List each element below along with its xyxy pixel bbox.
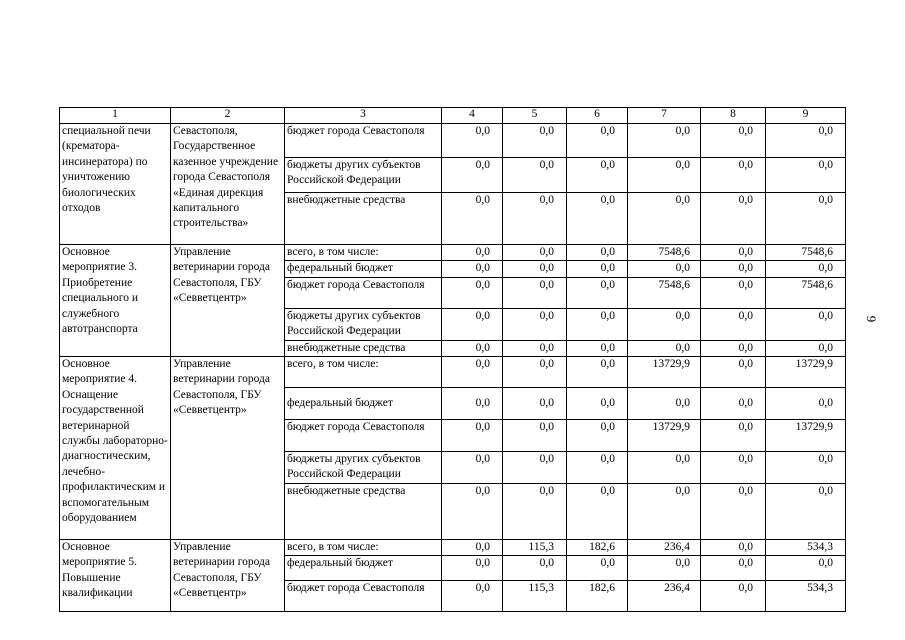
value-cell: 0,0 xyxy=(766,556,846,581)
value-cell: 0,0 xyxy=(567,388,628,420)
event-name-cell: Основное мероприятие 4. Оснащение государственной ветеринарной службы лабораторно-диагностическим, лечебно-профилактическим и вспомогательным оборудованием xyxy=(60,357,171,540)
value-cell: 0,0 xyxy=(628,388,701,420)
value-cell: 0,0 xyxy=(701,193,766,245)
value-cell: 0,0 xyxy=(701,452,766,484)
value-cell: 534,3 xyxy=(766,539,846,555)
col-header: 6 xyxy=(567,108,628,124)
value-cell: 13729,9 xyxy=(628,357,701,388)
source-cell: всего, в том числе: xyxy=(285,245,442,261)
value-cell: 182,6 xyxy=(567,539,628,555)
value-cell: 0,0 xyxy=(442,124,503,158)
value-cell: 0,0 xyxy=(628,452,701,484)
value-cell: 0,0 xyxy=(766,388,846,420)
executor-cell: Управление ветеринарии города Севастополя, ГБУ «Севветцентр» xyxy=(171,539,285,611)
value-cell: 534,3 xyxy=(766,581,846,612)
value-cell: 0,0 xyxy=(503,124,567,158)
value-cell: 0,0 xyxy=(503,357,567,388)
value-cell: 0,0 xyxy=(442,452,503,484)
value-cell: 0,0 xyxy=(628,340,701,356)
value-cell: 13729,9 xyxy=(628,420,701,452)
value-cell: 0,0 xyxy=(442,539,503,555)
value-cell: 0,0 xyxy=(766,452,846,484)
value-cell: 0,0 xyxy=(442,556,503,581)
value-cell: 0,0 xyxy=(503,340,567,356)
col-header: 4 xyxy=(442,108,503,124)
value-cell: 0,0 xyxy=(701,539,766,555)
value-cell: 0,0 xyxy=(628,124,701,158)
value-cell: 0,0 xyxy=(567,277,628,308)
source-cell: федеральный бюджет xyxy=(285,388,442,420)
value-cell: 0,0 xyxy=(442,581,503,612)
source-cell: бюджеты других субъектов Российской Федерации xyxy=(285,452,442,484)
value-cell: 0,0 xyxy=(701,158,766,193)
value-cell: 0,0 xyxy=(503,452,567,484)
table-row xyxy=(60,245,846,261)
executor-cell: Управление ветеринарии города Севастополя, ГБУ «Севветцентр» xyxy=(171,357,285,540)
value-cell: 7548,6 xyxy=(628,245,701,261)
table-row xyxy=(60,357,846,388)
value-cell: 0,0 xyxy=(701,420,766,452)
col-header: 1 xyxy=(60,108,171,124)
source-cell: всего, в том числе: xyxy=(285,357,442,388)
value-cell: 0,0 xyxy=(567,193,628,245)
value-cell: 236,4 xyxy=(628,581,701,612)
value-cell: 0,0 xyxy=(442,158,503,193)
value-cell: 0,0 xyxy=(503,193,567,245)
value-cell: 0,0 xyxy=(567,308,628,340)
event-name-cell: специальной печи (крематора-инсинератора) по уничтожению биологических отходов xyxy=(60,124,171,245)
value-cell: 115,3 xyxy=(503,539,567,555)
col-header: 7 xyxy=(628,108,701,124)
value-cell: 0,0 xyxy=(766,308,846,340)
source-cell: бюджет города Севастополя xyxy=(285,420,442,452)
value-cell: 0,0 xyxy=(628,308,701,340)
value-cell: 0,0 xyxy=(503,388,567,420)
value-cell: 0,0 xyxy=(701,261,766,277)
value-cell: 0,0 xyxy=(442,308,503,340)
col-header: 8 xyxy=(701,108,766,124)
value-cell: 0,0 xyxy=(766,261,846,277)
value-cell: 0,0 xyxy=(442,340,503,356)
value-cell: 0,0 xyxy=(567,340,628,356)
col-header: 2 xyxy=(171,108,285,124)
value-cell: 0,0 xyxy=(503,245,567,261)
value-cell: 0,0 xyxy=(701,340,766,356)
value-cell: 0,0 xyxy=(567,261,628,277)
source-cell: федеральный бюджет xyxy=(285,556,442,581)
page-number: 9 xyxy=(864,315,879,323)
executor-cell: Управление ветеринарии города Севастополя, ГБУ «Севветцентр» xyxy=(171,245,285,357)
col-header: 9 xyxy=(766,108,846,124)
value-cell: 0,0 xyxy=(701,245,766,261)
value-cell: 0,0 xyxy=(766,158,846,193)
col-header: 5 xyxy=(503,108,567,124)
value-cell: 0,0 xyxy=(442,483,503,539)
source-cell: бюджет города Севастополя xyxy=(285,277,442,308)
value-cell: 0,0 xyxy=(503,483,567,539)
col-header: 3 xyxy=(285,108,442,124)
value-cell: 0,0 xyxy=(628,483,701,539)
value-cell: 0,0 xyxy=(766,483,846,539)
value-cell: 0,0 xyxy=(442,420,503,452)
value-cell: 0,0 xyxy=(442,357,503,388)
value-cell: 0,0 xyxy=(442,277,503,308)
value-cell: 0,0 xyxy=(701,277,766,308)
event-name-cell: Основное мероприятие 5. Повышение квалификации xyxy=(60,539,171,611)
value-cell: 0,0 xyxy=(567,245,628,261)
budget-table xyxy=(59,107,846,612)
value-cell: 0,0 xyxy=(503,556,567,581)
table-row xyxy=(60,539,846,555)
source-cell: внебюджетные средства xyxy=(285,193,442,245)
value-cell: 0,0 xyxy=(628,556,701,581)
value-cell: 0,0 xyxy=(503,261,567,277)
value-cell: 115,3 xyxy=(503,581,567,612)
source-cell: бюджеты других субъектов Российской Федерации xyxy=(285,158,442,193)
value-cell: 0,0 xyxy=(701,483,766,539)
value-cell: 7548,6 xyxy=(766,245,846,261)
source-cell: внебюджетные средства xyxy=(285,483,442,539)
event-name-cell: Основное мероприятие 3. Приобретение специального и служебного автотранспорта xyxy=(60,245,171,357)
value-cell: 13729,9 xyxy=(766,357,846,388)
value-cell: 0,0 xyxy=(766,124,846,158)
source-cell: внебюджетные средства xyxy=(285,340,442,356)
source-cell: бюджет города Севастополя xyxy=(285,581,442,612)
value-cell: 7548,6 xyxy=(628,277,701,308)
source-cell: федеральный бюджет xyxy=(285,261,442,277)
value-cell: 0,0 xyxy=(567,483,628,539)
header-row xyxy=(60,108,846,124)
value-cell: 0,0 xyxy=(567,420,628,452)
source-cell: бюджеты других субъектов Российской Федерации xyxy=(285,308,442,340)
value-cell: 0,0 xyxy=(567,452,628,484)
value-cell: 0,0 xyxy=(701,308,766,340)
value-cell: 0,0 xyxy=(701,357,766,388)
value-cell: 0,0 xyxy=(567,158,628,193)
value-cell: 0,0 xyxy=(628,261,701,277)
value-cell: 0,0 xyxy=(628,193,701,245)
value-cell: 0,0 xyxy=(766,340,846,356)
value-cell: 0,0 xyxy=(442,245,503,261)
value-cell: 0,0 xyxy=(701,124,766,158)
value-cell: 0,0 xyxy=(567,556,628,581)
value-cell: 0,0 xyxy=(701,556,766,581)
source-cell: всего, в том числе: xyxy=(285,539,442,555)
value-cell: 0,0 xyxy=(442,193,503,245)
value-cell: 0,0 xyxy=(567,124,628,158)
value-cell: 0,0 xyxy=(503,308,567,340)
value-cell: 0,0 xyxy=(628,158,701,193)
value-cell: 182,6 xyxy=(567,581,628,612)
value-cell: 236,4 xyxy=(628,539,701,555)
table-row xyxy=(60,124,846,158)
value-cell: 0,0 xyxy=(701,581,766,612)
value-cell: 0,0 xyxy=(442,388,503,420)
executor-cell: Севастополя, Государственное казенное учреждение города Севастополя «Единая дирекция капитального строительства» xyxy=(171,124,285,245)
value-cell: 0,0 xyxy=(442,261,503,277)
value-cell: 0,0 xyxy=(701,388,766,420)
value-cell: 7548,6 xyxy=(766,277,846,308)
source-cell: бюджет города Севастополя xyxy=(285,124,442,158)
value-cell: 0,0 xyxy=(503,420,567,452)
value-cell: 0,0 xyxy=(766,193,846,245)
value-cell: 13729,9 xyxy=(766,420,846,452)
value-cell: 0,0 xyxy=(503,158,567,193)
value-cell: 0,0 xyxy=(503,277,567,308)
value-cell: 0,0 xyxy=(567,357,628,388)
